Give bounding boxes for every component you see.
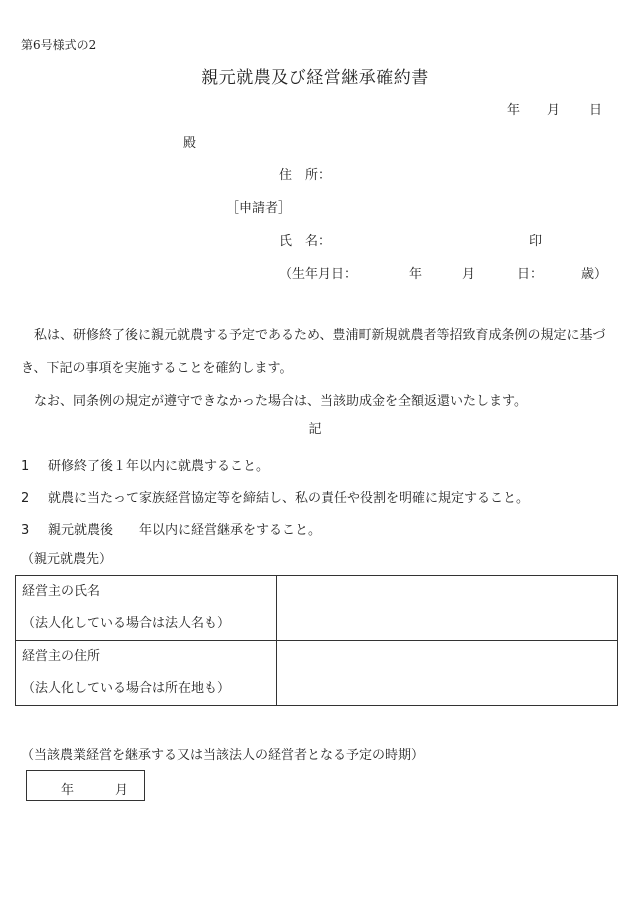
date-month-label: 月 [547,103,561,118]
birthdate-day-label: 日： [517,267,544,282]
birthdate-year-label: 年 [409,267,423,282]
owner-name-field[interactable] [277,576,618,641]
address-label: 住 所： [279,168,332,183]
farm-caption: （親元就農先） [21,552,113,567]
owner-name-label: 経営主の氏名 [22,584,101,599]
date-day-label: 日 [589,103,603,118]
owner-address-label-cell [16,641,277,706]
form-number: 第6号様式の2 [21,38,97,52]
owner-address-label: 経営主の住所 [22,649,101,664]
item-text: 就農に当たって家族経営協定等を締結し、私の責任や役割を明確に規定すること。 [48,491,530,506]
ki-heading: 記 [308,422,322,437]
table-row [16,641,618,706]
applicant-label: ［申請者］ [226,201,292,216]
succession-timing-field[interactable] [26,770,145,801]
owner-address-note: （法人化している場合は所在地も） [22,681,231,696]
item-text: 研修終了後１年以内に就農すること。 [48,459,270,474]
owner-name-label-cell [16,576,277,641]
list-item [21,519,321,538]
refund-paragraph: なお、同条例の規定が遵守できなかった場合は、当該助成金を全額返還いたします。 [34,394,527,409]
name-label: 氏 名： [279,234,332,249]
date-year-label: 年 [507,103,521,118]
commitment-paragraph: 私は、研修終了後に親元就農する予定であるため、豊浦町新規就農者等招致育成条例の規定に基づき、下記の事項を実施することを確約します。 [21,328,606,376]
birthdate-month-label: 月 [462,267,476,282]
item-number: 1 [21,459,30,474]
item-number: 2 [21,491,30,506]
birthdate-prefix: （生年月日： [279,267,358,282]
document-title: 親元就農及び経営継承確約書 [201,68,429,88]
item-text: 親元就農後 年以内に経営継承をすること。 [48,523,322,538]
addressee-suffix: 殿 [183,136,197,151]
seal-mark: 印 [529,234,543,249]
item-number: 3 [21,523,30,538]
succession-timing-caption: （当該農業経営を継承する又は当該法人の経営者となる予定の時期） [21,748,425,763]
farm-info-table [15,575,618,706]
owner-name-note: （法人化している場合は法人名も） [22,616,231,631]
timing-month-label: 月 [115,783,129,798]
list-item [21,455,269,474]
owner-address-field[interactable] [277,641,618,706]
age-label: 歳） [581,267,608,282]
table-row [16,576,618,641]
timing-year-label: 年 [61,783,75,798]
list-item [21,487,529,506]
